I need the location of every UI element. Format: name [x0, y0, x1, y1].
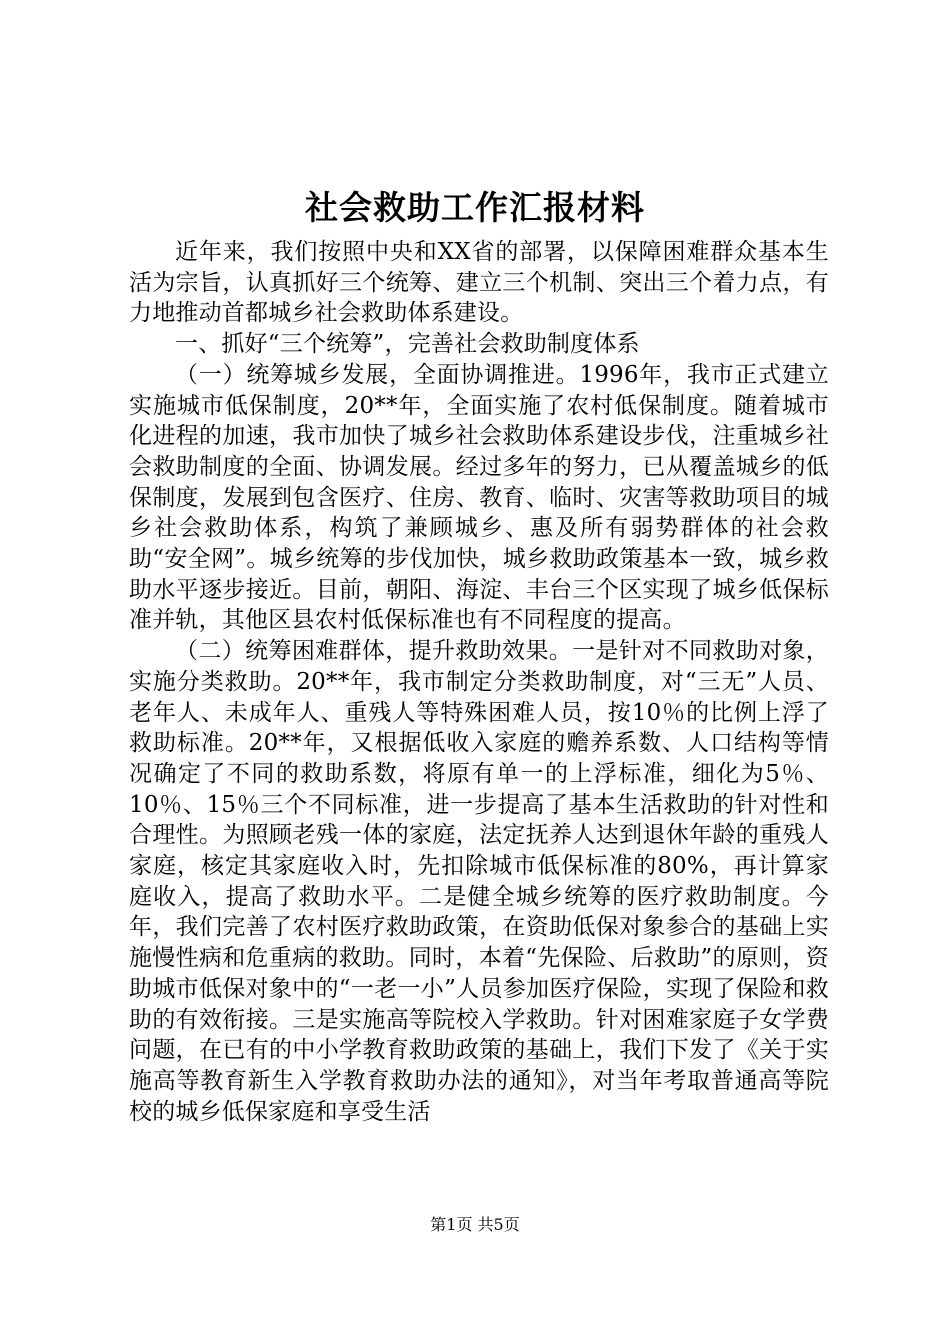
- document-body: [129, 237, 829, 1127]
- page-footer: 第1页 共5页: [430, 1215, 520, 1234]
- paragraph-intro: 近年来，我们按照中央和XX省的部署，以保障困难群众基本生活为宗旨，认真抓好三个统筹、建立三个机制、突出三个着力点，有力地推动首都城乡社会救助体系建设。: [129, 239, 829, 327]
- document-title: 社会救助工作汇报材料: [305, 188, 645, 227]
- paragraph-groups: （二）统筹困难群体，提升救助效果。一是针对不同救助对象，实施分类救助。20**年，我市制定分类救助制度，对“三无”人员、老年人、未成年人、重残人等特殊困难人员，按10％的比例上浮了救助标准。20**年，又根据低收入家庭的赡养系数、人口结构等情况确定了不同的救助系数，将原有单一的上浮标准，细化为5％、10％、15％三个不同标准，进一步提高了基本生活救助的针对性和合理性。为照顾老残一体的家庭，法定抚养人达到退休年龄的重残人家庭，核定其家庭收入时，先扣除城市低保标准的80%，再计算家庭收入，提高了救助水平。二是健全城乡统筹的医疗救助制度。今年，我们完善了农村医疗救助政策，在资助低保对象参合的基础上实施慢性病和危重病的救助。同时，本着“先保险、后救助”的原则，资助城市低保对象中的“一老一小”人员参加医疗保险，实现了保险和救助的有效衔接。三是实施高等院校入学救助。针对困难家庭子女学费问题，在已有的中小学教育救助政策的基础上，我们下发了《关于实施高等教育新生入学教育救助办法的通知》，对当年考取普通高等院校的城乡低保家庭和享受生活: [129, 638, 829, 1125]
- paragraph-urban-rural: （一）统筹城乡发展，全面协调推进。1996年，我市正式建立实施城市低保制度，20**年，全面实施了农村低保制度。随着城市化进程的加速，我市加快了城乡社会救助体系建设步伐，注重城乡社会救助制度的全面、协调发展。经过多年的努力，已从覆盖城乡的低保制度，发展到包含医疗、住房、教育、临时、灾害等救助项目的城乡社会救助体系，构筑了兼顾城乡、惠及所有弱势群体的社会救助“安全网”。城乡统筹的步伐加快，城乡救助政策基本一致，城乡救助水平逐步接近。目前，朝阳、海淀、丰台三个区实现了城乡低保标准并轨，其他区县农村低保标准也有不同程度的提高。: [129, 361, 829, 634]
- section-heading: 一、抓好“三个统筹”，完善社会救助制度体系: [175, 331, 640, 358]
